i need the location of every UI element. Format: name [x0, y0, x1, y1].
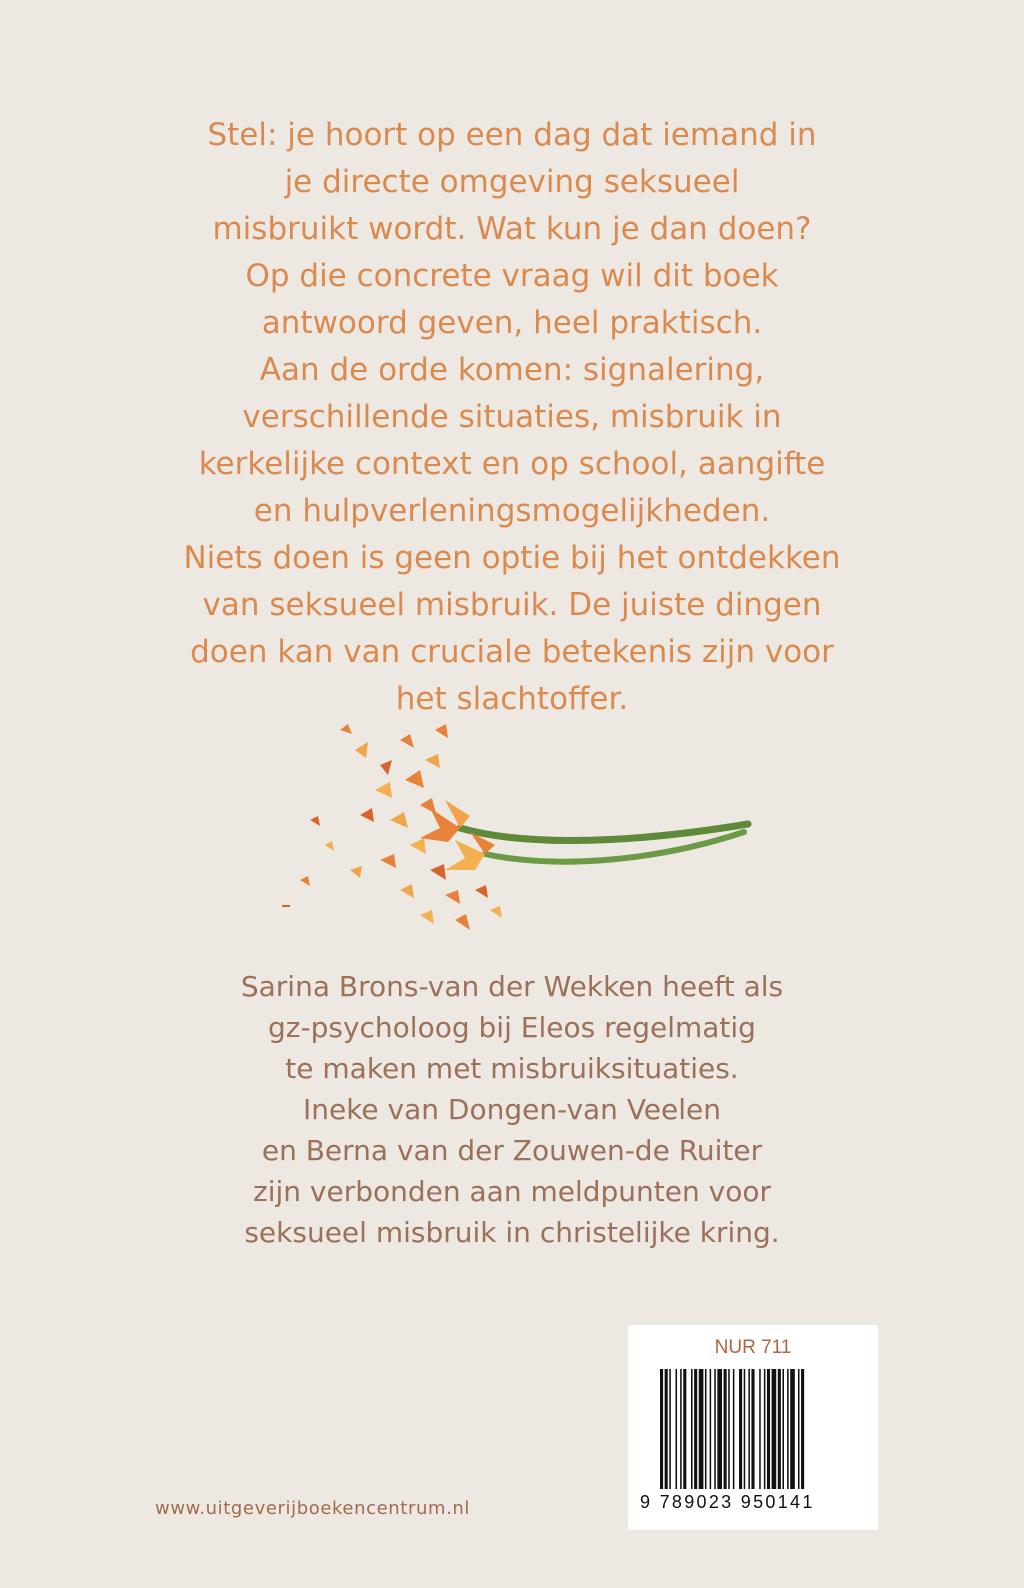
author-line: Sarina Brons-van der Wekken heeft als	[240, 970, 784, 1003]
barcode-bar	[669, 1369, 671, 1489]
blurb-text	[100, 112, 924, 723]
blurb-line: van seksueel misbruik. De juiste dingen	[202, 587, 822, 623]
barcode-bar	[801, 1369, 804, 1489]
barcode-bar	[710, 1369, 712, 1489]
barcode-bar	[767, 1369, 770, 1489]
barcode-bar	[759, 1369, 761, 1489]
barcode-bar	[705, 1369, 707, 1489]
barcode-bar	[714, 1369, 716, 1489]
blurb-line: Op die concrete vraag wil dit boek	[245, 258, 779, 294]
publisher-website[interactable]: www.uitgeverijboekencentrum.nl	[155, 1498, 471, 1519]
blurb-line: misbruikt wordt. Wat kun je dan doen?	[212, 211, 812, 247]
barcode-bar	[699, 1369, 704, 1489]
blurb-line: en hulpverleningsmogelijkheden.	[253, 493, 771, 529]
barcode-bar	[787, 1369, 789, 1489]
author-line: zijn verbonden aan meldpunten voor	[253, 1175, 771, 1208]
blurb-line: antwoord geven, heel praktisch.	[261, 305, 763, 341]
author-line: en Berna van der Zouwen-de Ruiter	[261, 1134, 763, 1167]
author-line: gz-psycholoog bij Eleos regelmatig	[268, 1011, 756, 1044]
blurb-line: doen kan van cruciale betekenis zijn voor	[190, 634, 834, 670]
barcode-bar	[739, 1369, 742, 1489]
barcode-bar	[778, 1369, 781, 1489]
blurb-line: verschillende situaties, misbruik in	[242, 399, 782, 435]
barcode-bar	[717, 1369, 722, 1489]
barcode-bar	[691, 1369, 693, 1489]
author-line: te maken met misbruiksituaties.	[285, 1052, 739, 1085]
barcode-bar	[751, 1369, 754, 1489]
barcode-bar	[724, 1369, 727, 1489]
barcode-bar	[798, 1369, 800, 1489]
author-line: Ineke van Dongen-van Veelen	[302, 1093, 722, 1126]
barcode-bar	[680, 1369, 682, 1489]
blurb-line: het slachtoffer.	[395, 681, 629, 717]
author-bio	[140, 966, 884, 1253]
barcode-bar	[683, 1369, 686, 1489]
barcode-bar	[665, 1369, 668, 1489]
barcode-bar	[694, 1369, 697, 1489]
barcode-bar	[676, 1369, 678, 1489]
barcode-panel	[628, 1325, 878, 1530]
barcode-bar	[733, 1369, 735, 1489]
blurb-line: Stel: je hoort op een dag dat iemand in	[207, 117, 817, 153]
isbn-barcode	[660, 1369, 850, 1489]
barcode-bar	[744, 1369, 746, 1489]
barcode-bar	[728, 1369, 730, 1489]
barcode-bar	[764, 1369, 766, 1489]
isbn-number: 9 789023 950141	[640, 1492, 815, 1512]
blurb-line: Niets doen is geen optie bij het ontdekken	[183, 540, 841, 576]
barcode-bar	[790, 1369, 795, 1489]
blurb-line: kerkelijke context en op school, aangifte	[198, 446, 826, 482]
author-line: seksueel misbruik in christelijke kring.	[244, 1216, 780, 1249]
barcode-bar	[660, 1369, 663, 1489]
shattered-flower-illustration	[280, 720, 760, 960]
blurb-line: Aan de orde komen: signalering,	[259, 352, 765, 388]
barcode-bar	[748, 1369, 750, 1489]
nur-code: NUR 711	[714, 1337, 792, 1358]
barcode-bar	[772, 1369, 777, 1489]
barcode-bar	[782, 1369, 784, 1489]
blurb-line: je directe omgeving seksueel	[284, 164, 740, 200]
